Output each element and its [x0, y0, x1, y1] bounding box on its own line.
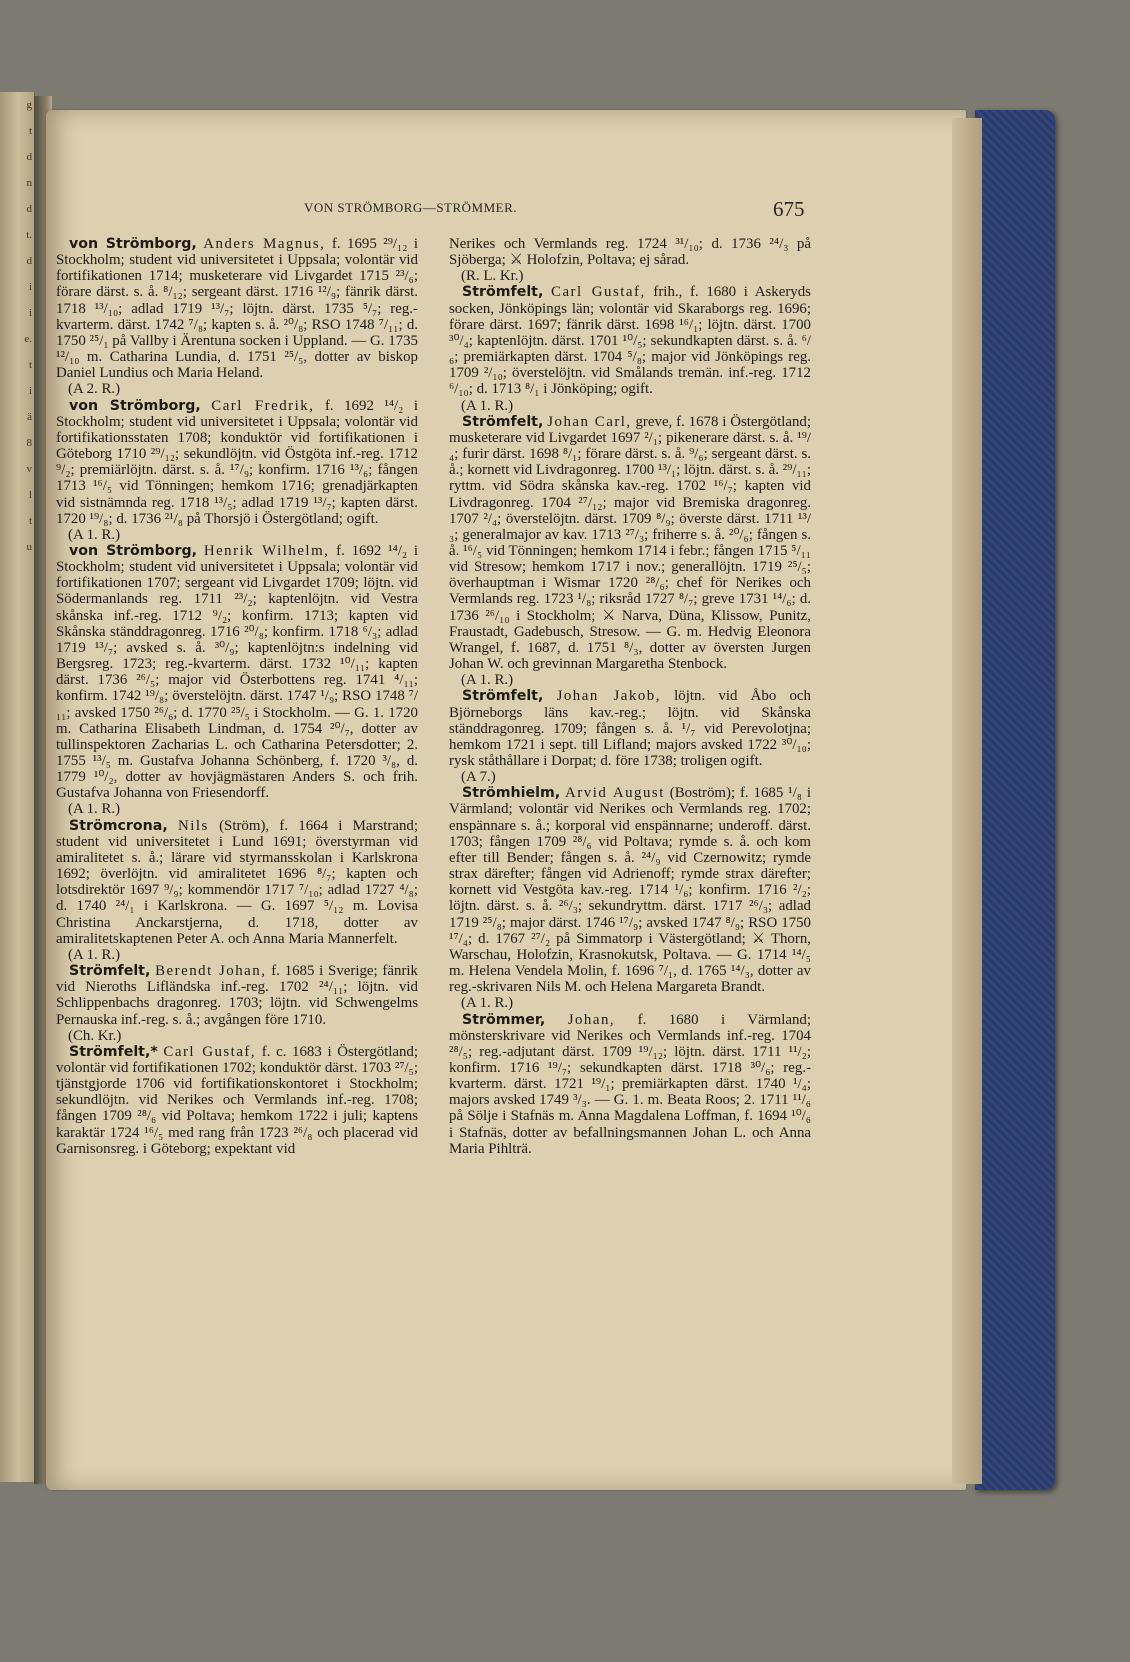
left-column — [56, 236, 418, 1157]
left-edge-fragment: d — [26, 151, 32, 163]
biography-entry — [449, 785, 811, 1011]
entry-surname: Strömcrona, — [69, 817, 168, 834]
left-edge-fragment: i — [28, 385, 32, 397]
biography-entry — [56, 1044, 418, 1157]
entry-text: frih., f. 1680 i Askeryds socken, Jönköpings län; volontär vid Skaraborgs reg. 1696; förare därst. 1697; fänrik därst. 1698 ¹⁶/₁; löjtn. därst. 1700 ³⁰/₄; kaptenlöjtn. därst. 1701 ¹⁰/₅; sekundkapten därst. s. å. ⁶/₆; premiärkapten därst. 1704 ⁵/₈; major vid Jönköpings reg. 1709 ²/₁₀; överstelöjtn. vid Smålands tremän. inf.-reg. 1712 ⁶/₁₀; d. 1713 ⁸/₁ i Jönköping; ogift. — [449, 284, 811, 398]
entry-surname: Strömmer, — [462, 1011, 546, 1028]
biography-entry — [56, 543, 418, 818]
entry-surname: Strömfelt, — [462, 413, 544, 430]
entry-source-reference: (A 1. R.) — [461, 995, 514, 1012]
entry-text: f. 1692 ¹⁴/₂ i Stockholm; student vid universitetet i Uppsala; volontär vid fortifikationsstaten 1708; konduktör vid fortifikationen i Göteborg 1710 ²⁹/₁₂; sekundlöjtn. vid Östgöta inf.-reg. 1712 ⁹/₂; premiärlöjtn. därst. s. å. ¹⁷/₉; konfirm. 1716 ¹³/₆; fången 1713 ¹⁶/₅ vid Tönningen; hemkom 1716; grenadjärkapten vid sistnämnda reg. 1718 ¹³/₅; adlad 1719 ¹³/₇; kapten därst. 1720 ¹⁹/₈; d. 1736 ²¹/₈ på Thorsjö i Östergötland; ogift. — [56, 397, 418, 527]
entry-surname: von Strömborg, — [69, 542, 198, 559]
entry-text: (Ström), f. 1664 i Marstrand; student vid universitetet i Lund 1691; överstyrman vid amiralitetet s. å.; lärare vid styrmansskolan i Karlskrona 1692; överlöjtn. vid amiralitetet 1696 ⁸/₇; kapten och lotsdirektör 1697 ⁹/₉; kommendör 1717 ⁷/₁₀; adlad 1727 ⁴/₈; d. 1740 ²⁴/₁ i Karlskrona. — G. 1697 ⁵/₁₂ m. Lovisa Christina Anckarstjerna, d. 1718, dotter av amiralitetskaptenen Peter A. och Anna Maria Mannerfelt. — [56, 817, 419, 947]
book-cover — [975, 110, 1055, 1490]
entry-surname: Strömfelt,* — [69, 1043, 158, 1060]
left-page-edge — [0, 92, 35, 1482]
entry-given-names: Anders Magnus, — [203, 236, 326, 252]
right-column — [449, 236, 811, 1157]
left-edge-fragment: v — [26, 463, 32, 475]
entry-surname: von Strömborg, — [69, 236, 197, 252]
entry-surname: Strömfelt, — [69, 963, 151, 980]
running-head: VON STRÖMBORG—STRÖMMER. — [304, 200, 518, 215]
entry-text: f. 1692 ¹⁴/₂ i Stockholm; student vid universitetet i Uppsala; volontär vid fortifikationen 1707; sergeant vid Livgardet 1709; löjtn. vid Södermanlands reg. 1711 ²³/₂; kaptenlöjtn. vid Vestra skånska inf.-reg. 1712 ⁹/₂; konfirm. 1713; kapten vid Skånska ständdragonreg. 1716 ²⁰/₈; konfirm. 1718 ⁶/₃; adlad 1719 ¹³/₇; avsked s. å. ³⁰/₉; kaptenlöjtn:s indelning vid Bergsreg. 1723; reg.-kvarterm. därst. 1732 ¹⁰/₁₁; kapten därst. 1736 ²⁶/₅; major vid Österbottens reg. 1741 ⁴/₁₁; konfirm. 1742 ¹⁹/₈; överstelöjtn. därst. 1747 ¹/₉; RSO 1748 ⁷/₁₁; avsked 1750 ²⁶/₆; d. 1770 ²⁵/₅ i Stockholm. — G. 1. 1720 m. Catharina Elisabeth Lindman, d. 1754 ²⁰/₇, dotter av tullinspektoren Zacharias L. och Catharina Petersdotter; 2. 1755 ¹³/₅ m. Gustafva Johanna Schönberg, f. 1720 ³/₈, d. 1779 ¹⁰/₂, dotter av hovjägmästaren Anders S. och frih. Gustafva Johanna von Friesendorff. — [56, 542, 418, 802]
left-edge-fragment: g — [26, 99, 32, 111]
entry-text: f. 1680 i Värmland; mönsterskrivare vid Nerikes och Vermlands inf.-reg. 1704 ²⁸/₅; reg.-adjutant därst. 1709 ¹⁹/₁₂; löjtn. därst. 1711 ¹¹/₂; konfirm. 1716 ¹⁹/₇; sekundkapten därst. 1718 ³⁰/₆; reg.-kvarterm. därst. 1721 ¹⁹/₁; premiärkapten därst. 1740 ¹/₄; majors avsked 1749 ³/₃. — G. 1. m. Beata Roos; 2. 1711 ¹¹/₆ på Sölje i Stafnäs m. Anna Magdalena Loffman, f. 1694 ¹⁰/₆ i Stafnäs, dotter av befallningsmannen Johan L. och Anna Maria Pihlträ. — [449, 1011, 811, 1157]
left-edge-fragment: d — [26, 255, 32, 267]
left-edge-fragment: t. — [26, 229, 32, 241]
page-number: 675 — [773, 197, 805, 221]
biography-entry — [449, 284, 811, 413]
biography-entry — [449, 688, 811, 785]
left-edge-fragments — [2, 92, 32, 1482]
entry-text: f. 1695 ²⁹/₁₂ i Stockholm; student vid universitetet i Uppsala; volontär vid fortifikationen 1714; musketerare vid Livgardet 1715 ²³/₆; förare därst. s. å. ⁸/₁₂; sergeant därst. 1716 ¹²/₉; fänrik därst. 1718 ¹³/₁₀; adlad 1719 ¹³/₇; löjtn. därst. 1735 ⁵/₇; reg.-kvarterm. därst. 1742 ⁷/₈; kapten s. å. ²⁰/₈; RSO 1748 ⁷/₁₁; d. 1750 ²⁵/₁ på Vallby i Ärentuna socken i Uppland. — G. 1735 ¹²/₁₀ m. Catharina Lundia, d. 1751 ²⁵/₅, dotter av biskop Daniel Lundius och Maria Heland. — [56, 236, 418, 382]
entry-surname: von Strömborg, — [69, 397, 201, 414]
entry-source-reference: (A 2. R.) — [68, 381, 121, 398]
entry-text: Nerikes och Vermlands reg. 1724 ³¹/₁₀; d. 1736 ²⁴/₃ på Sjöberga; ⚔ Holofzin, Poltava; ej sårad. — [449, 236, 811, 269]
entry-given-names: Carl Fredrik, — [211, 397, 315, 414]
entry-surname: Strömhielm, — [462, 785, 561, 802]
left-edge-fragment: l — [28, 489, 32, 501]
left-edge-fragment: t — [28, 125, 32, 137]
left-edge-fragment: d — [26, 203, 32, 215]
entry-given-names: Carl Gustaf, — [551, 284, 646, 301]
biography-entry — [56, 398, 418, 543]
entry-given-names: Henrik Wilhelm, — [203, 542, 330, 559]
biography-entry — [449, 414, 811, 689]
left-edge-fragment: t — [28, 359, 32, 371]
entry-source-reference: (R. L. Kr.) — [461, 268, 524, 285]
entry-text: f. 1685 i Sverige; fänrik vid Nieroths Lifländska inf.-reg. 1702 ²⁴/₁₁; löjtn. vid Schlippenbachs dragonreg. 1703; löjtn. vid Schwengelms Pernauska inf.-reg. s. å.; avgången före 1710. — [56, 963, 418, 1028]
entry-source-reference: (A 1. R.) — [461, 672, 514, 689]
page-edge-right — [952, 118, 982, 1484]
entry-source-reference: (A 1. R.) — [68, 801, 121, 818]
left-edge-fragment: i — [28, 307, 32, 319]
left-edge-fragment: i — [28, 281, 32, 293]
entry-text: (Boström); f. 1685 ¹/₈ i Värmland; volontär vid Nerikes och Vermlands reg. 1702; enspännare s. å.; korporal vid enspännarne; underoff. därst. 1703; fången 1709 ²⁸/₆ vid Poltava; rymde s. å. och kom efter till Bender; fången s. å. ²⁴/₉ vid Czernowitz; rymde strax därefter; fången vid Adrienoff; rymde strax därefter; kornett vid Vestgöta kav.-reg. 1714 ¹/₆; konfirm. 1716 ²/₂; löjtn. därst. s. å. ²⁶/₃; sekundryttm. därst. 1717 ²⁶/₃; adlad 1719 ²⁵/₈; major därst. 1746 ¹⁷/₉; avsked 1747 ⁸/₉; RSO 1750 ¹⁷/₄; d. 1767 ²⁷/₂ på Simmatorp i Västergötland; ⚔ Thorn, Warschau, Holofzin, Krasnokutsk, Poltava. — G. 1714 ¹⁴/₅ m. Helena Vendela Molin, f. 1696 ⁷/₁, d. 1765 ¹⁴/₃, dotter av reg.-skrivaren Nils M. och Helena Margareta Brandt. — [449, 785, 811, 996]
entry-source-reference: (Ch. Kr.) — [68, 1027, 122, 1044]
left-edge-fragment: 8 — [26, 437, 32, 449]
entry-given-names: Arvid August — [565, 785, 665, 802]
left-edge-fragment: e. — [24, 333, 32, 345]
entry-text: greve, f. 1678 i Östergötland; musketerare vid Livgardet 1697 ²/₁; pikenerare därst. s. å. ¹⁹/₄; furir därst. 1698 ⁸/₁; förare därst. s. å. ⁹/₆; sergeant därst. s. å.; kornett vid Livdragonreg. 1700 ¹³/₁; löjtn. därst. s. å. ²⁹/₁₁; ryttm. vid Södra skånska kav.-reg. 1702 ¹⁶/₇; kapten vid Livdragonreg. 1704 ²⁷/₁₂; major vid Bremiska dragonreg. 1707 ²/₄; överstelöjtn. därst. 1709 ⁸/₉; överste därst. 1711 ¹³/₃; generalmajor av kav. 1713 ²⁷/₃; friherre s. å. ²⁰/₆; fången s. å. ¹⁶/₅ vid Tönningen; hemkom 1714 i febr.; fången 1715 ⁵/₁₁ vid Stresow; hemkom 1717 i nov.; generallöjtn. 1719 ²⁵/₅; överhauptman i Wismar 1720 ²⁸/₆; chef för Nerikes och Vermlands reg. 1723 ¹/₈; riksråd 1727 ⁸/₇; greve 1731 ¹⁴/₆; d. 1736 ²⁶/₁₀ i Stockholm; ⚔ Narva, Düna, Klissow, Punitz, Fraustadt, Gadebusch, Stresow. — G. m. Hedvig Eleonora Wrangel, f. 1687, d. 1751 ⁸/₃, dotter av översten Jurgen Johan W. och grevinnan Margaretha Stenbock. — [449, 413, 811, 673]
entry-given-names: Berendt Johan, — [155, 963, 267, 980]
entry-source-reference: (A 7.) — [461, 769, 496, 786]
entry-given-names: Johan Jakob, — [556, 688, 661, 705]
biography-entry — [56, 236, 418, 398]
entry-given-names: Carl Gustaf, — [163, 1043, 257, 1060]
entry-surname: Strömfelt, — [462, 688, 544, 705]
entry-surname: Strömfelt, — [462, 284, 544, 301]
biography-entry — [56, 818, 418, 963]
biography-entry — [56, 963, 418, 1044]
entry-source-reference: (A 1. R.) — [68, 526, 121, 543]
entry-given-names: Johan Carl, — [547, 413, 632, 430]
left-edge-fragment: t — [28, 515, 32, 527]
left-edge-fragment: n — [26, 177, 32, 189]
entry-source-reference: (A 1. R.) — [68, 946, 121, 963]
entry-given-names: Nils — [178, 817, 209, 834]
entry-given-names: Johan, — [567, 1011, 616, 1028]
left-edge-fragment: ä — [27, 411, 32, 423]
biography-entry — [449, 236, 811, 284]
biography-entry — [449, 1012, 811, 1157]
entry-text: löjtn. vid Åbo och Björneborgs läns kav.-reg.; löjtn. vid Skånska ständdragonreg. 1709; fången s. å. ¹/₇ vid Perevolotjna; hemkom 1721 i sept. till Lifland; majors avsked 1722 ³⁰/₁₀; rysk ståthållare i Dorpat; d. före 1738; troligen ogift. — [449, 688, 811, 769]
entry-source-reference: (A 1. R.) — [461, 397, 514, 414]
left-edge-fragment: u — [26, 541, 32, 553]
entry-text: f. c. 1683 i Östergötland; volontär vid fortifikationen 1702; konduktör därst. 1703 ²⁷/₅; tjänstgjorde 1706 vid fortifikationskontoret i Stockholm; sekundlöjtn. vid Nerikes och Vermlands inf.-reg. 1708; fången 1709 ²⁸/₆ vid Poltava; hemkom 1722 i juli; kaptens karaktär 1724 ¹⁶/₅ med rang från 1723 ²⁶/₈ och placerad vid Garnisonsreg. i Göteborg; expektant vid — [56, 1043, 419, 1157]
